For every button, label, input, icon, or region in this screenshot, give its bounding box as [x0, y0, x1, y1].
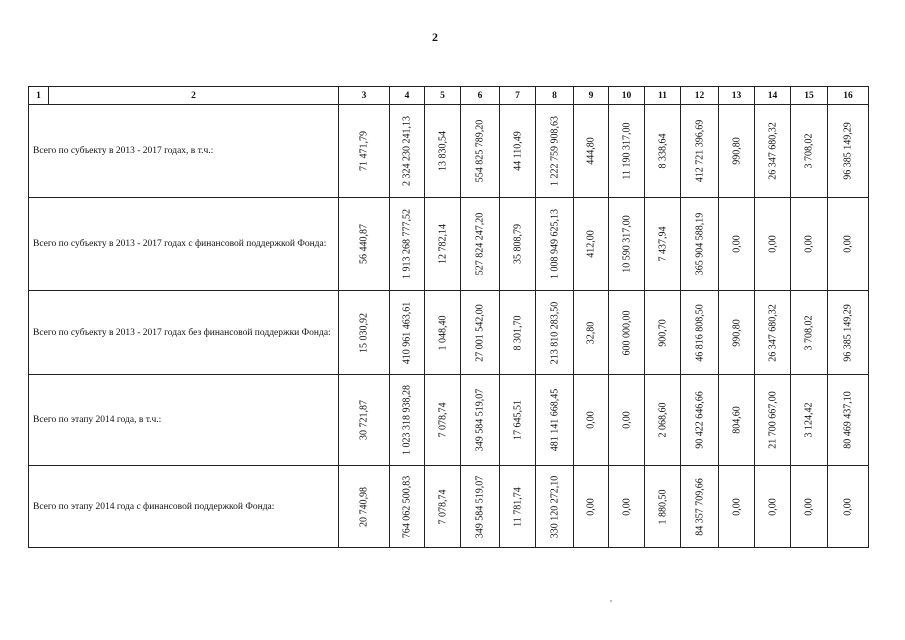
value-cell: [339, 105, 390, 198]
table-row: [29, 466, 869, 548]
cell-value: 3 708,02: [803, 315, 815, 350]
cell-value: 0,00: [731, 235, 742, 253]
cell-value: 412 721 396,69: [694, 119, 705, 183]
value-cell: [339, 466, 390, 548]
value-cell: [755, 105, 791, 198]
value-cell: [645, 375, 681, 466]
cell-value: 1 913 268 777,52: [401, 209, 413, 279]
cell-value: 410 961 463,61: [401, 301, 413, 364]
column-header-2: 2: [49, 87, 339, 105]
column-header-3: 3: [339, 87, 390, 105]
cell-value: 0,00: [585, 411, 597, 429]
value-cell: [536, 375, 574, 466]
cell-value: 349 584 519,07: [474, 475, 486, 538]
cell-value: 764 062 500,83: [401, 475, 413, 538]
value-cell: [791, 375, 828, 466]
value-cell: [339, 198, 390, 291]
cell-value: 26 347 680,32: [767, 303, 778, 362]
value-cell: [425, 375, 461, 466]
value-cell: [791, 466, 828, 548]
value-cell: [791, 198, 828, 291]
cell-value: 13 830,54: [437, 131, 448, 171]
cell-value: 0,00: [803, 235, 815, 253]
cell-value: 46 816 808,50: [694, 303, 705, 362]
value-cell: [719, 291, 755, 375]
cell-value: 56 440,87: [358, 224, 370, 264]
cell-value: 990,80: [731, 137, 742, 165]
cell-value: 527 824 247,20: [474, 212, 486, 276]
value-cell: [791, 291, 828, 375]
table-row: [29, 198, 869, 291]
value-cell: [755, 466, 791, 548]
cell-value: 8 301,70: [512, 315, 523, 350]
cell-value: 15 030,92: [358, 312, 370, 353]
cell-value: 900,70: [657, 318, 668, 347]
value-cell: [500, 198, 536, 291]
header-row: [29, 87, 869, 105]
row-label: Всего по этапу 2014 года с финансовой поддержкой Фонда:: [29, 466, 339, 548]
value-cell: [461, 375, 500, 466]
table-row: [29, 105, 869, 198]
cell-value: 26 347 680,32: [767, 122, 778, 180]
cell-value: 0,00: [621, 497, 632, 516]
column-header-1: 1: [29, 87, 49, 105]
column-header-13: 13: [719, 87, 755, 105]
cell-value: 8 338,64: [657, 133, 668, 169]
value-cell: [390, 466, 425, 548]
cell-value: 11 781,74: [512, 486, 523, 527]
value-cell: [681, 466, 719, 548]
value-cell: [609, 198, 645, 291]
cell-value: 0,00: [731, 497, 742, 516]
value-cell: [390, 291, 425, 375]
cell-value: 213 810 283,50: [549, 301, 560, 364]
value-cell: [461, 466, 500, 548]
cell-value: 481 141 668,45: [549, 388, 560, 452]
cell-value: 804,60: [731, 406, 742, 434]
value-cell: [536, 198, 574, 291]
value-cell: [719, 105, 755, 198]
page-number: 2: [432, 30, 438, 44]
cell-value: 7 437,94: [657, 226, 668, 262]
value-cell: [500, 466, 536, 548]
column-header-15: 15: [791, 87, 828, 105]
value-cell: [536, 291, 574, 375]
column-header-11: 11: [645, 87, 681, 105]
cell-value: 444,80: [585, 137, 597, 165]
value-cell: [719, 198, 755, 291]
value-cell: [681, 105, 719, 198]
value-cell: [609, 291, 645, 375]
cell-value: 600 000,00: [621, 310, 632, 355]
row-label: Всего по субъекту в 2013 - 2017 годах, в т.ч.:: [29, 105, 339, 198]
value-cell: [755, 291, 791, 375]
column-header-16: 16: [828, 87, 869, 105]
cell-value: 90 422 646,66: [694, 391, 705, 449]
cell-value: 7 078,74: [437, 489, 448, 524]
value-cell: [500, 291, 536, 375]
row-label: Всего по субъекту в 2013 - 2017 годах с финансовой поддержкой Фонда:: [29, 198, 339, 291]
cell-value: 35 808,79: [512, 224, 523, 264]
cell-value: 1 048,40: [437, 315, 448, 350]
cell-value: 96 385 149,29: [842, 122, 854, 180]
value-cell: [425, 198, 461, 291]
value-cell: [828, 375, 869, 466]
value-cell: [681, 375, 719, 466]
cell-value: 17 645,51: [512, 400, 523, 440]
row-label: Всего по субъекту в 2013 - 2017 годах без финансовой поддержки Фонда:: [29, 291, 339, 375]
value-cell: [536, 105, 574, 198]
cell-value: 412,00: [585, 230, 597, 258]
value-cell: [645, 105, 681, 198]
cell-value: 1 023 318 938,28: [401, 385, 413, 455]
value-cell: [609, 105, 645, 198]
value-cell: [609, 466, 645, 548]
value-cell: [390, 198, 425, 291]
value-cell: [425, 105, 461, 198]
cell-value: 0,00: [803, 497, 815, 516]
row-label: Всего по этапу 2014 года, в т.ч.:: [29, 375, 339, 466]
value-cell: [719, 466, 755, 548]
value-cell: [681, 198, 719, 291]
cell-value: 1 222 759 908,63: [549, 116, 560, 186]
value-cell: [645, 291, 681, 375]
cell-value: 0,00: [842, 497, 854, 516]
cell-value: 3 124,42: [803, 402, 815, 438]
cell-value: 10 590 317,00: [621, 215, 632, 273]
cell-value: 32,80: [585, 321, 597, 344]
value-cell: [828, 291, 869, 375]
value-cell: [828, 466, 869, 548]
cell-value: 1 008 949 625,13: [549, 209, 560, 279]
value-cell: [574, 105, 609, 198]
value-cell: [719, 375, 755, 466]
cell-value: 330 120 272,10: [549, 475, 560, 538]
value-cell: [339, 291, 390, 375]
value-cell: [609, 375, 645, 466]
cell-value: 30 721,87: [358, 400, 370, 440]
value-cell: [574, 198, 609, 291]
column-header-5: 5: [425, 87, 461, 105]
value-cell: [461, 291, 500, 375]
cell-value: 44 110,49: [512, 131, 523, 171]
value-cell: [574, 291, 609, 375]
cell-value: 11 190 317,00: [621, 122, 632, 180]
cell-value: 96 385 149,29: [842, 303, 854, 362]
cell-value: 0,00: [842, 235, 854, 253]
value-cell: [425, 291, 461, 375]
value-cell: [390, 375, 425, 466]
value-cell: [574, 466, 609, 548]
column-header-6: 6: [461, 87, 500, 105]
value-cell: [536, 466, 574, 548]
value-cell: [645, 198, 681, 291]
value-cell: [791, 105, 828, 198]
cell-value: 0,00: [585, 497, 597, 516]
cell-value: 71 471,79: [358, 131, 370, 171]
value-cell: [574, 375, 609, 466]
data-table: [28, 86, 869, 548]
cell-value: 27 001 542,00: [474, 303, 486, 362]
cell-value: 365 904 588,19: [694, 212, 705, 276]
cell-value: 21 700 667,00: [767, 391, 778, 449]
value-cell: [461, 105, 500, 198]
value-cell: [681, 291, 719, 375]
value-cell: [755, 375, 791, 466]
column-header-10: 10: [609, 87, 645, 105]
cell-value: 554 825 789,20: [474, 119, 486, 183]
value-cell: [425, 466, 461, 548]
scan-speck: [610, 600, 612, 602]
cell-value: 349 584 519,07: [474, 388, 486, 452]
column-header-12: 12: [681, 87, 719, 105]
cell-value: 0,00: [767, 235, 778, 253]
cell-value: 3 708,02: [803, 133, 815, 169]
cell-value: 80 469 437,10: [842, 391, 854, 449]
value-cell: [390, 105, 425, 198]
column-header-7: 7: [500, 87, 536, 105]
column-header-4: 4: [390, 87, 425, 105]
cell-value: 7 078,74: [437, 402, 448, 438]
cell-value: 84 357 709,66: [694, 477, 705, 536]
column-header-14: 14: [755, 87, 791, 105]
cell-value: 1 880,50: [657, 489, 668, 524]
value-cell: [500, 105, 536, 198]
cell-value: 2 324 230 241,13: [401, 116, 413, 186]
value-cell: [339, 375, 390, 466]
column-header-9: 9: [574, 87, 609, 105]
cell-value: 2 068,60: [657, 402, 668, 438]
cell-value: 12 782,14: [437, 224, 448, 264]
value-cell: [755, 198, 791, 291]
value-cell: [461, 198, 500, 291]
value-cell: [500, 375, 536, 466]
cell-value: 0,00: [621, 411, 632, 429]
value-cell: [828, 105, 869, 198]
cell-value: 0,00: [767, 497, 778, 516]
value-cell: [645, 466, 681, 548]
column-header-8: 8: [536, 87, 574, 105]
table-row: [29, 291, 869, 375]
table-row: [29, 375, 869, 466]
cell-value: 20 740,98: [358, 486, 370, 527]
cell-value: 990,80: [731, 318, 742, 347]
value-cell: [828, 198, 869, 291]
